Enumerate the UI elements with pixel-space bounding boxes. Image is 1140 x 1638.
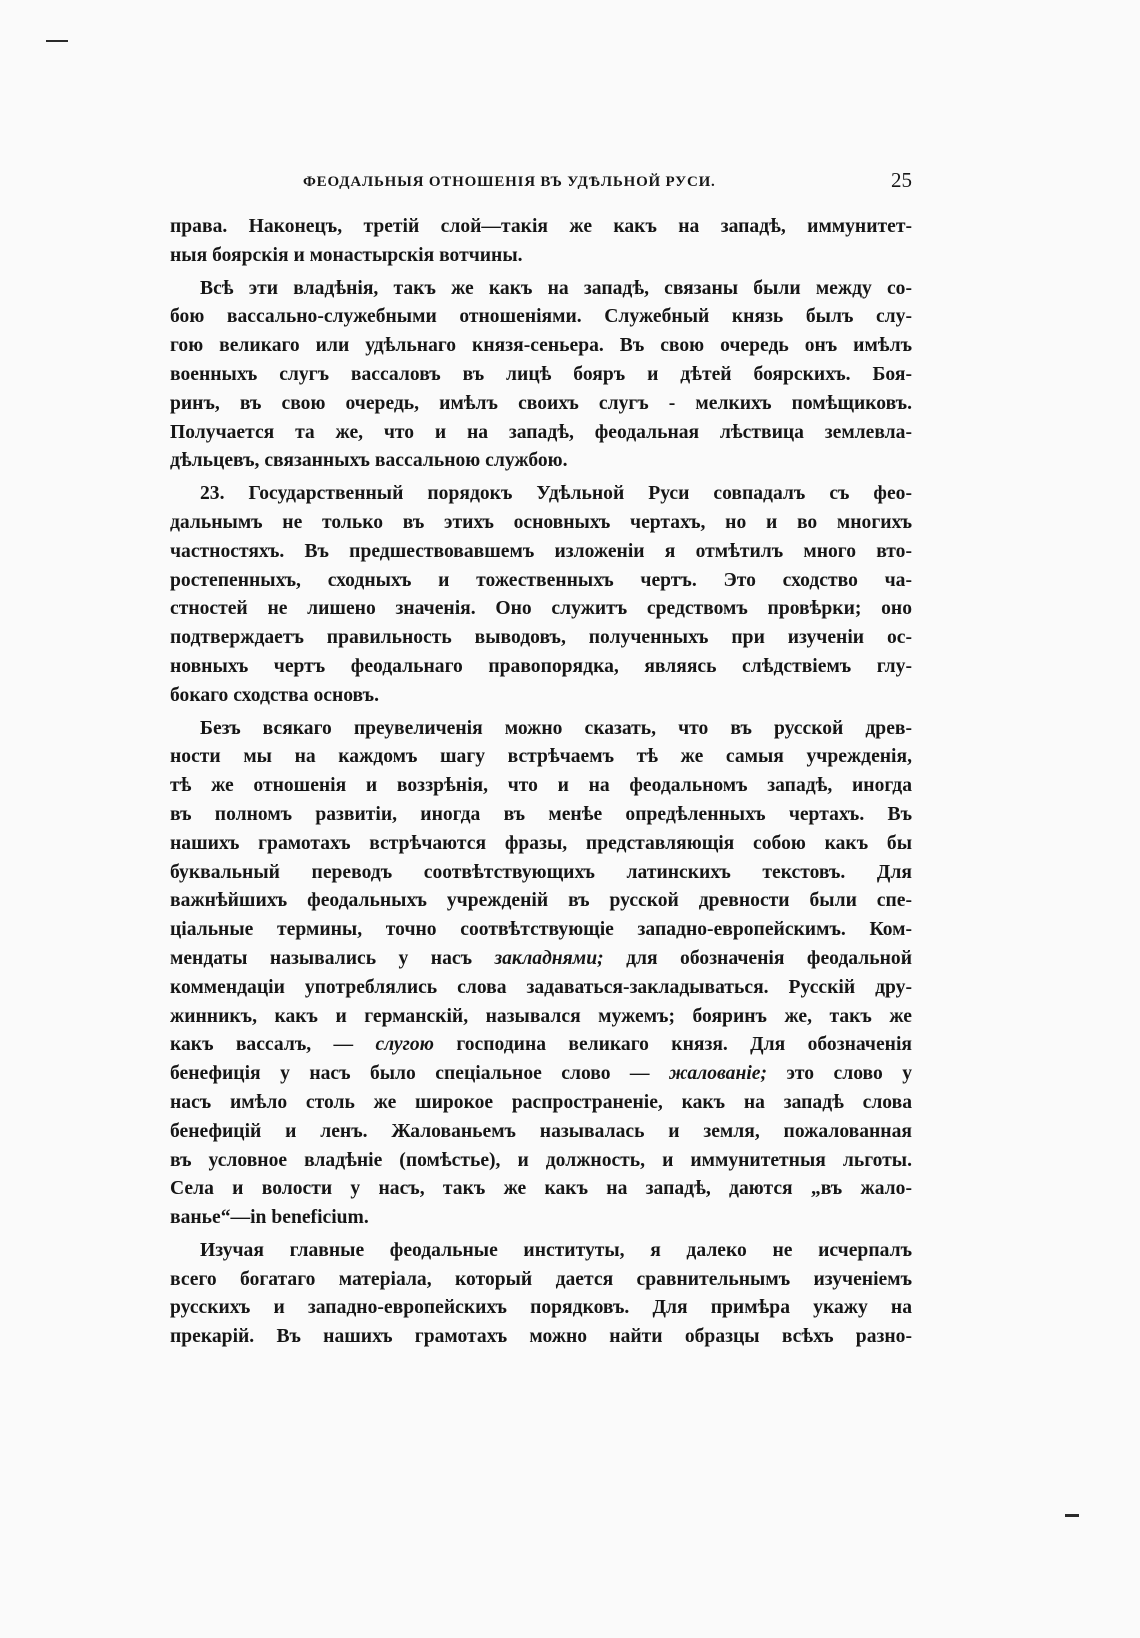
- italic-term: слугою: [375, 1034, 434, 1056]
- text-line: всего богатаго матеріала, который дается сравнительнымъ изученіемъ: [170, 1268, 912, 1290]
- scan-edge-mark: [46, 40, 68, 42]
- text-line: бою вассально-служебными отношеніями. Служебный князь былъ слу-: [170, 306, 912, 328]
- paragraph: [170, 275, 912, 477]
- text-line: ринъ, въ свою очередь, имѣлъ своихъ слугъ - мелкихъ помѣщиковъ.: [170, 392, 912, 414]
- text-line: новныхъ чертъ феодальнаго правопорядка, являясь слѣдствіемъ глу-: [170, 655, 912, 677]
- text-line: бокаго сходства основъ.: [170, 684, 379, 706]
- paragraph: [170, 480, 912, 710]
- scan-edge-mark: [1065, 1514, 1079, 1517]
- page-number: 25: [891, 168, 912, 192]
- text-line: бенефиція у насъ было спеціальное слово — жалованіе; это слово у: [170, 1063, 912, 1085]
- paragraph: [170, 1237, 912, 1352]
- text-line: въ полномъ развитіи, иногда въ менѣе опредѣленныхъ чертахъ. Въ: [170, 803, 912, 825]
- text-line: ванье“—in beneficium.: [170, 1207, 369, 1229]
- text-line: ціальные термины, точно соотвѣтствующіе западно-европейскимъ. Ком-: [170, 919, 912, 941]
- text-line: какъ вассалъ, — слугою господина великаго князя. Для обозначенія: [170, 1034, 912, 1056]
- text-line: гою великаго или удѣльнаго князя-сеньера. Въ свою очередь онъ имѣлъ: [170, 335, 912, 357]
- text-line: ности мы на каждомъ шагу встрѣчаемъ тѣ же самыя учрежденія,: [170, 746, 912, 768]
- text-line: военныхъ слугъ вассаловъ въ лицѣ бояръ и дѣтей боярскихъ. Боя-: [170, 363, 912, 385]
- body-text: [170, 213, 912, 1352]
- text-line: русскихъ и западно-европейскихъ порядковъ. Для примѣра укажу на: [170, 1297, 912, 1319]
- running-header: [170, 168, 912, 198]
- text-line: частностяхъ. Въ предшествовавшемъ изложеніи я отмѣтилъ много вто-: [170, 540, 912, 562]
- running-title: ФЕОДАЛЬНЫЯ ОТНОШЕНІЯ ВЪ УДѢЛЬНОЙ РУСИ.: [303, 174, 716, 190]
- paragraph: [170, 213, 912, 271]
- text-line: въ условное владѣніе (помѣстье), и должность, и иммунитетныя льготы.: [170, 1149, 912, 1171]
- text-line: насъ имѣло столь же широкое распространеніе, какъ на западѣ слова: [170, 1091, 912, 1113]
- italic-term: жалованіе;: [668, 1063, 767, 1085]
- text-line: буквальный переводъ соотвѣтствующихъ латинскихъ текстовъ. Для: [170, 861, 912, 883]
- text-line: ростепенныхъ, сходныхъ и тожественныхъ чертъ. Это сходство ча-: [170, 569, 912, 591]
- text-line: жинникъ, какъ и германскій, назывался мужемъ; бояринъ же, такъ же: [170, 1005, 912, 1027]
- text-line: Всѣ эти владѣнія, такъ же какъ на западѣ, связаны были между со-: [200, 277, 912, 299]
- text-line: Изучая главные феодальные институты, я далеко не исчерпалъ: [200, 1239, 912, 1261]
- paragraph: [170, 715, 912, 1233]
- text-line: мендаты назывались у насъ закладнями; для обозначенія феодальной: [170, 947, 913, 969]
- text-line: Безъ всякаго преувеличенія можно сказать, что въ русской древ-: [200, 717, 912, 739]
- text-line: коммендаціи употреблялись слова задаваться-закладываться. Русскій дру-: [170, 976, 912, 998]
- text-line: подтверждаетъ правильность выводовъ, полученныхъ при изученіи ос-: [170, 627, 912, 649]
- text-line: дальнымъ не только въ этихъ основныхъ чертахъ, но и во многихъ: [170, 511, 912, 533]
- text-line: Села и волости у насъ, такъ же какъ на западѣ, даются „въ жало-: [170, 1178, 912, 1200]
- text-line: нашихъ грамотахъ встрѣчаются фразы, представляющія собою какъ бы: [170, 832, 912, 854]
- text-line: стностей не лишено значенія. Оно служитъ средствомъ провѣрки; оно: [170, 598, 912, 620]
- text-line: бенефицій и ленъ. Жалованьемъ называлась и земля, пожалованная: [170, 1120, 912, 1142]
- text-line: 23. Государственный порядокъ Удѣльной Руси совпадалъ съ фео-: [200, 483, 912, 505]
- text-line: Получается та же, что и на западѣ, феодальная лѣствица землевла-: [170, 421, 912, 443]
- italic-term: закладнями;: [494, 947, 604, 969]
- text-line: ныя боярскія и монастырскія вотчины.: [170, 244, 523, 266]
- text-line: тѣ же отношенія и воззрѣнія, что и на феодальномъ западѣ, иногда: [170, 775, 912, 797]
- text-line: прекарій. Въ нашихъ грамотахъ можно найти образцы всѣхъ разно-: [170, 1326, 912, 1348]
- text-line: важнѣйшихъ феодальныхъ учрежденій въ русской древности были спе-: [170, 890, 912, 912]
- text-line: права. Наконецъ, третій слой—такія же какъ на западѣ, иммунитет-: [170, 216, 912, 237]
- text-line: дѣльцевъ, связанныхъ вассальною службою.: [170, 450, 568, 472]
